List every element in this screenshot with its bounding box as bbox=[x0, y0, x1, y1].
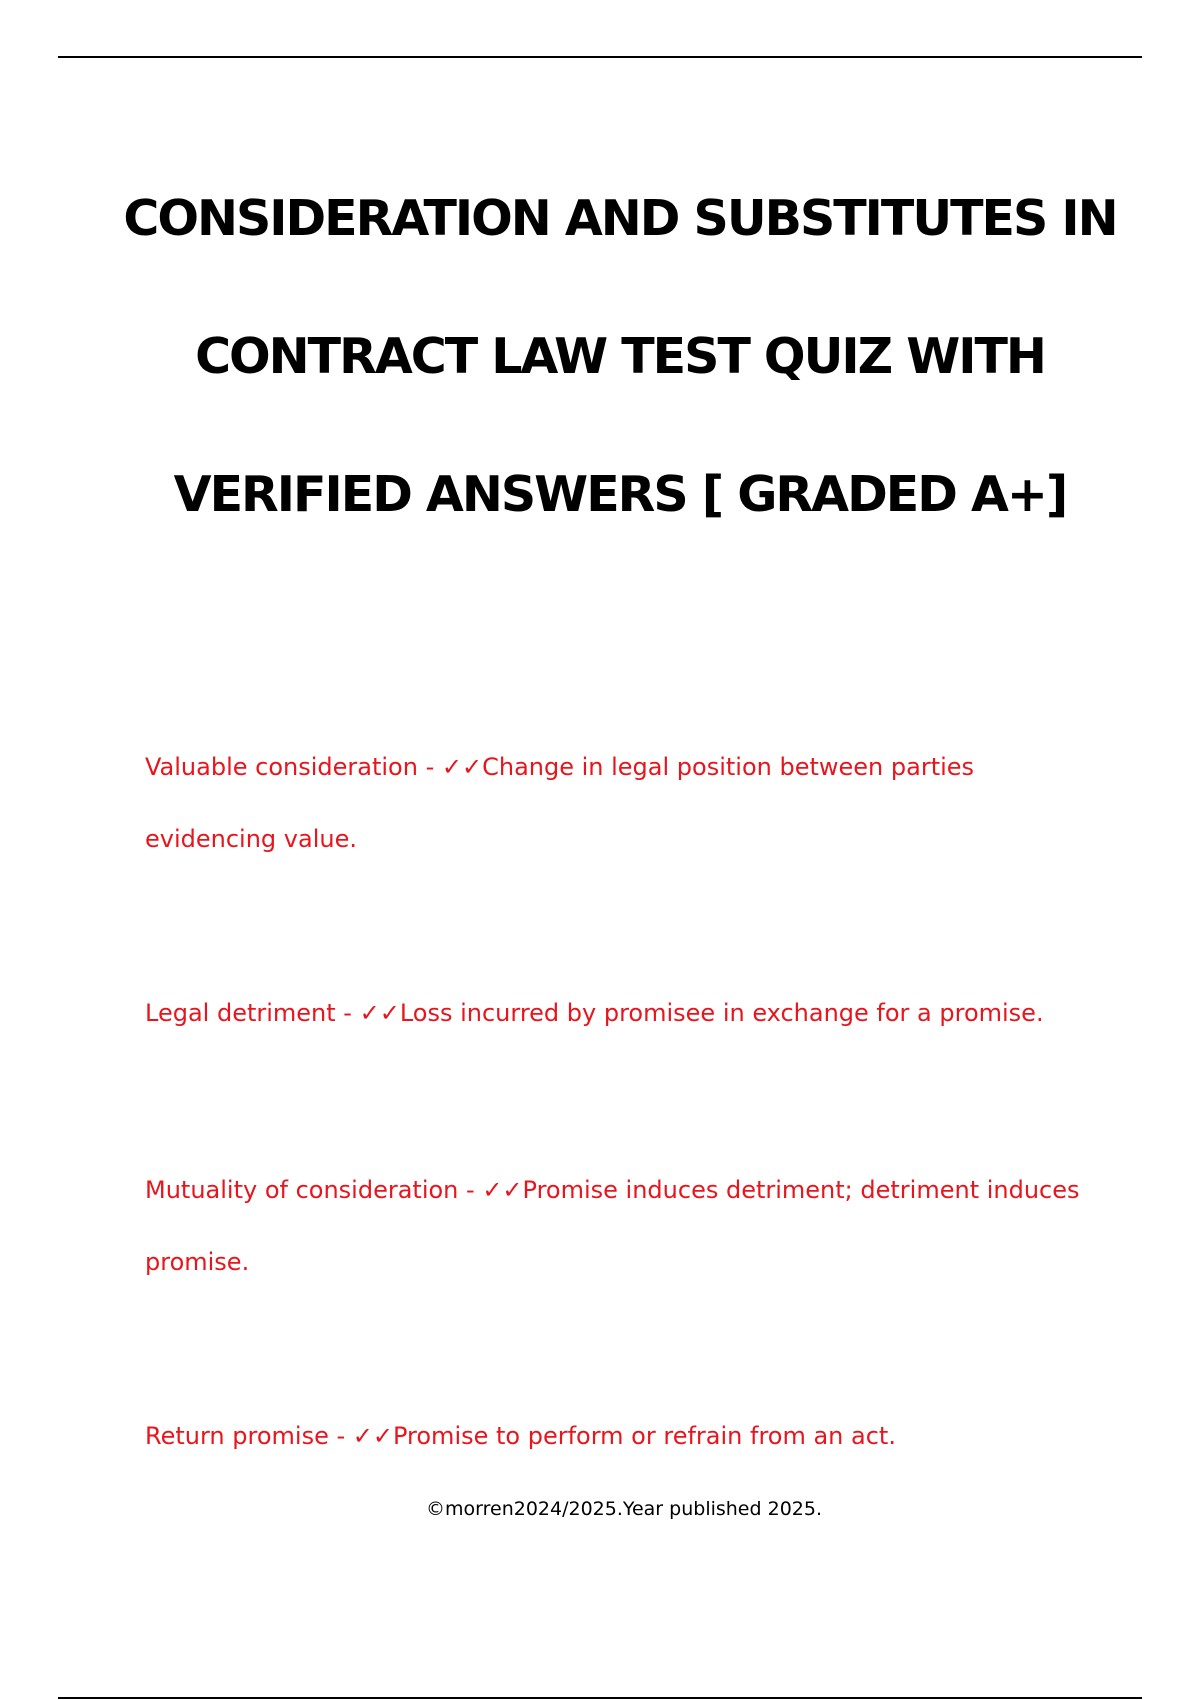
title-line-3: VERIFIED ANSWERS [ GRADED A+] bbox=[173, 466, 1067, 523]
title-line-2: CONTRACT LAW TEST QUIZ WITH bbox=[195, 328, 1045, 385]
double-check-icon: ✓✓ bbox=[352, 1422, 393, 1450]
qa-answer: Change in legal position between parties evidencing value. bbox=[145, 753, 975, 853]
title-line-1: CONSIDERATION AND SUBSTITUTES IN bbox=[123, 190, 1117, 247]
qa-item-return-promise bbox=[145, 1400, 1105, 1472]
qa-item-valuable-consideration bbox=[145, 731, 1105, 875]
qa-term: Return promise - bbox=[145, 1422, 353, 1450]
document-title bbox=[0, 150, 1200, 564]
qa-term: Valuable consideration - bbox=[145, 753, 442, 781]
qa-answer: Promise to perform or refrain from an act. bbox=[392, 1422, 896, 1450]
copyright-footer: ©morren2024/2025.Year published 2025. bbox=[426, 1498, 822, 1520]
double-check-icon: ✓✓ bbox=[359, 999, 400, 1027]
qa-item-legal-detriment bbox=[145, 977, 1105, 1049]
qa-item-mutuality-of-consideration bbox=[145, 1154, 1105, 1298]
double-check-icon: ✓✓ bbox=[482, 1176, 523, 1204]
qa-term: Legal detriment - bbox=[145, 999, 360, 1027]
qa-answer: Promise induces detriment; detriment induces promise. bbox=[145, 1176, 1080, 1276]
double-check-icon: ✓✓ bbox=[441, 753, 483, 781]
top-rule bbox=[58, 56, 1142, 58]
qa-answer: Loss incurred by promisee in exchange for a promise. bbox=[399, 999, 1044, 1027]
qa-term: Mutuality of consideration - bbox=[145, 1176, 483, 1204]
bottom-rule bbox=[58, 1697, 1142, 1699]
